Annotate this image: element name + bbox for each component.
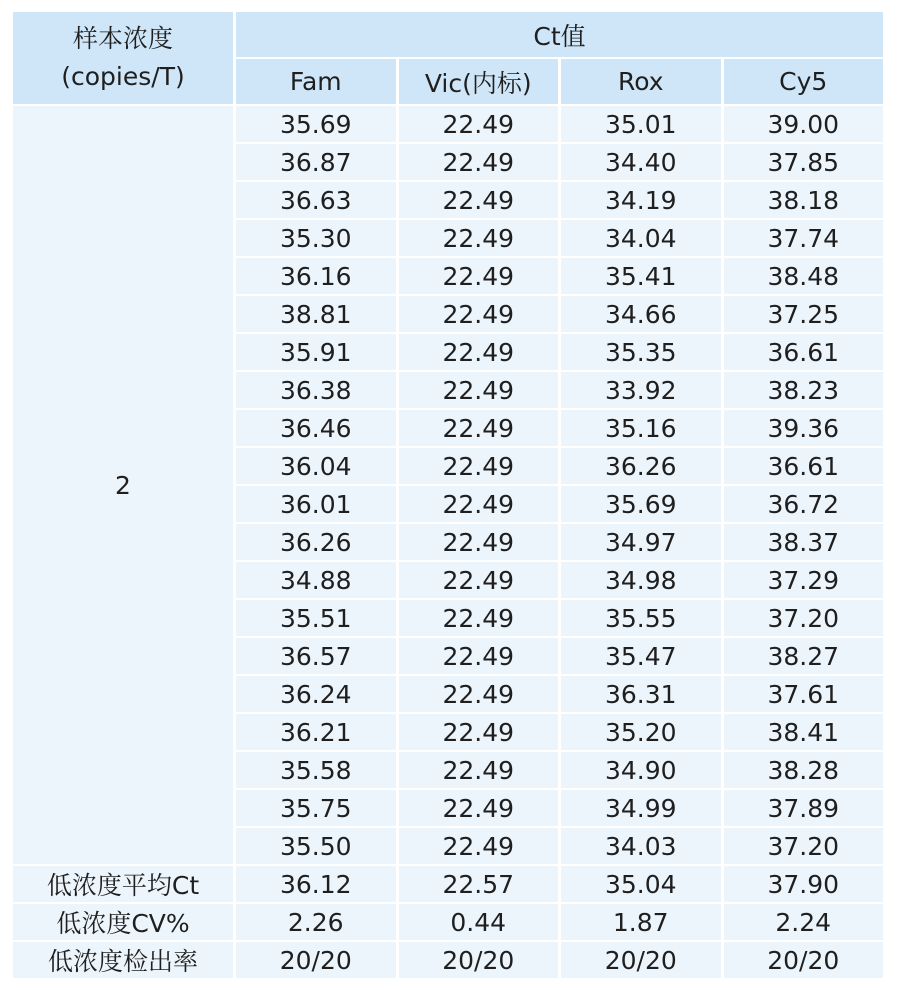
ct-cell-rox: 34.40 bbox=[561, 144, 721, 180]
ct-cell-vic: 22.49 bbox=[399, 410, 559, 446]
ct-cell-fam: 38.81 bbox=[236, 296, 396, 332]
ct-cell-fam: 36.04 bbox=[236, 448, 396, 484]
header-row-1 bbox=[13, 12, 883, 57]
channel-header-fam: Fam bbox=[236, 59, 396, 104]
ct-cell-cy5: 36.61 bbox=[724, 448, 884, 484]
summary-label: 低浓度CV% bbox=[13, 904, 233, 940]
ct-cell-fam: 36.16 bbox=[236, 258, 396, 294]
ct-cell-vic: 22.49 bbox=[399, 258, 559, 294]
ct-cell-rox: 36.26 bbox=[561, 448, 721, 484]
ct-cell-fam: 36.26 bbox=[236, 524, 396, 560]
ct-cell-fam: 36.01 bbox=[236, 486, 396, 522]
channel-header-cy5: Cy5 bbox=[724, 59, 884, 104]
summary-value-rox: 1.87 bbox=[561, 904, 721, 940]
summary-value-cy5: 2.24 bbox=[724, 904, 884, 940]
ct-cell-fam: 36.57 bbox=[236, 638, 396, 674]
ct-value-header: Ct值 bbox=[236, 12, 883, 57]
ct-cell-rox: 34.03 bbox=[561, 828, 721, 864]
channel-header-rox: Rox bbox=[561, 59, 721, 104]
ct-cell-vic: 22.49 bbox=[399, 144, 559, 180]
ct-cell-rox: 35.01 bbox=[561, 106, 721, 142]
ct-cell-fam: 36.24 bbox=[236, 676, 396, 712]
ct-cell-cy5: 39.36 bbox=[724, 410, 884, 446]
mean-ct-row bbox=[13, 866, 883, 902]
table-header bbox=[13, 12, 883, 104]
ct-cell-rox: 33.92 bbox=[561, 372, 721, 408]
ct-cell-cy5: 37.74 bbox=[724, 220, 884, 256]
ct-cell-fam: 35.69 bbox=[236, 106, 396, 142]
sample-concentration-header-line2: (copies/T) bbox=[61, 62, 185, 91]
ct-cell-rox: 34.04 bbox=[561, 220, 721, 256]
ct-cell-cy5: 36.61 bbox=[724, 334, 884, 370]
ct-cell-cy5: 38.41 bbox=[724, 714, 884, 750]
cv-row bbox=[13, 904, 883, 940]
table-row bbox=[13, 106, 883, 142]
ct-cell-vic: 22.49 bbox=[399, 372, 559, 408]
ct-cell-cy5: 38.18 bbox=[724, 182, 884, 218]
ct-cell-rox: 34.98 bbox=[561, 562, 721, 598]
ct-cell-rox: 35.69 bbox=[561, 486, 721, 522]
summary-value-cy5: 37.90 bbox=[724, 866, 884, 902]
ct-cell-rox: 35.55 bbox=[561, 600, 721, 636]
table-body bbox=[13, 106, 883, 978]
ct-cell-vic: 22.49 bbox=[399, 790, 559, 826]
ct-cell-cy5: 37.29 bbox=[724, 562, 884, 598]
ct-results-table bbox=[10, 10, 886, 980]
ct-cell-cy5: 38.48 bbox=[724, 258, 884, 294]
summary-label: 低浓度平均Ct bbox=[13, 866, 233, 902]
ct-cell-fam: 35.91 bbox=[236, 334, 396, 370]
ct-cell-rox: 35.41 bbox=[561, 258, 721, 294]
summary-value-cy5: 20/20 bbox=[724, 942, 884, 978]
ct-cell-cy5: 36.72 bbox=[724, 486, 884, 522]
ct-cell-fam: 35.51 bbox=[236, 600, 396, 636]
sample-concentration-header-line1: 样本浓度 bbox=[72, 24, 173, 53]
summary-value-fam: 20/20 bbox=[236, 942, 396, 978]
ct-cell-vic: 22.49 bbox=[399, 714, 559, 750]
detection-rate-row bbox=[13, 942, 883, 978]
ct-cell-vic: 22.49 bbox=[399, 676, 559, 712]
ct-cell-cy5: 38.27 bbox=[724, 638, 884, 674]
ct-cell-rox: 35.20 bbox=[561, 714, 721, 750]
ct-cell-fam: 35.75 bbox=[236, 790, 396, 826]
ct-cell-rox: 34.99 bbox=[561, 790, 721, 826]
ct-cell-rox: 36.31 bbox=[561, 676, 721, 712]
ct-cell-vic: 22.49 bbox=[399, 448, 559, 484]
summary-value-rox: 20/20 bbox=[561, 942, 721, 978]
summary-value-fam: 36.12 bbox=[236, 866, 396, 902]
ct-cell-rox: 34.97 bbox=[561, 524, 721, 560]
ct-cell-fam: 36.46 bbox=[236, 410, 396, 446]
ct-cell-fam: 35.30 bbox=[236, 220, 396, 256]
ct-cell-cy5: 37.85 bbox=[724, 144, 884, 180]
ct-cell-rox: 35.47 bbox=[561, 638, 721, 674]
sample-concentration-cell: 2 bbox=[13, 106, 233, 864]
ct-cell-vic: 22.49 bbox=[399, 524, 559, 560]
ct-cell-cy5: 37.61 bbox=[724, 676, 884, 712]
ct-cell-rox: 34.90 bbox=[561, 752, 721, 788]
ct-cell-vic: 22.49 bbox=[399, 600, 559, 636]
summary-label: 低浓度检出率 bbox=[13, 942, 233, 978]
ct-cell-fam: 36.87 bbox=[236, 144, 396, 180]
ct-cell-vic: 22.49 bbox=[399, 486, 559, 522]
ct-cell-fam: 36.63 bbox=[236, 182, 396, 218]
ct-cell-cy5: 37.89 bbox=[724, 790, 884, 826]
ct-cell-rox: 35.16 bbox=[561, 410, 721, 446]
ct-cell-cy5: 38.37 bbox=[724, 524, 884, 560]
ct-cell-fam: 34.88 bbox=[236, 562, 396, 598]
ct-cell-cy5: 39.00 bbox=[724, 106, 884, 142]
summary-value-vic: 22.57 bbox=[399, 866, 559, 902]
ct-cell-vic: 22.49 bbox=[399, 296, 559, 332]
ct-cell-fam: 36.38 bbox=[236, 372, 396, 408]
ct-cell-vic: 22.49 bbox=[399, 220, 559, 256]
ct-cell-fam: 35.58 bbox=[236, 752, 396, 788]
ct-cell-rox: 34.19 bbox=[561, 182, 721, 218]
summary-value-vic: 20/20 bbox=[399, 942, 559, 978]
ct-cell-rox: 34.66 bbox=[561, 296, 721, 332]
ct-cell-vic: 22.49 bbox=[399, 638, 559, 674]
channel-header-vic: Vic(内标) bbox=[399, 59, 559, 104]
ct-cell-vic: 22.49 bbox=[399, 562, 559, 598]
ct-cell-vic: 22.49 bbox=[399, 182, 559, 218]
sample-concentration-header bbox=[13, 12, 233, 104]
ct-cell-vic: 22.49 bbox=[399, 334, 559, 370]
ct-cell-cy5: 37.20 bbox=[724, 828, 884, 864]
ct-cell-fam: 35.50 bbox=[236, 828, 396, 864]
summary-value-vic: 0.44 bbox=[399, 904, 559, 940]
ct-cell-cy5: 37.25 bbox=[724, 296, 884, 332]
summary-value-fam: 2.26 bbox=[236, 904, 396, 940]
ct-cell-cy5: 37.20 bbox=[724, 600, 884, 636]
ct-cell-vic: 22.49 bbox=[399, 752, 559, 788]
ct-cell-vic: 22.49 bbox=[399, 106, 559, 142]
ct-cell-cy5: 38.23 bbox=[724, 372, 884, 408]
ct-cell-cy5: 38.28 bbox=[724, 752, 884, 788]
ct-cell-rox: 35.35 bbox=[561, 334, 721, 370]
ct-cell-vic: 22.49 bbox=[399, 828, 559, 864]
ct-cell-fam: 36.21 bbox=[236, 714, 396, 750]
summary-value-rox: 35.04 bbox=[561, 866, 721, 902]
